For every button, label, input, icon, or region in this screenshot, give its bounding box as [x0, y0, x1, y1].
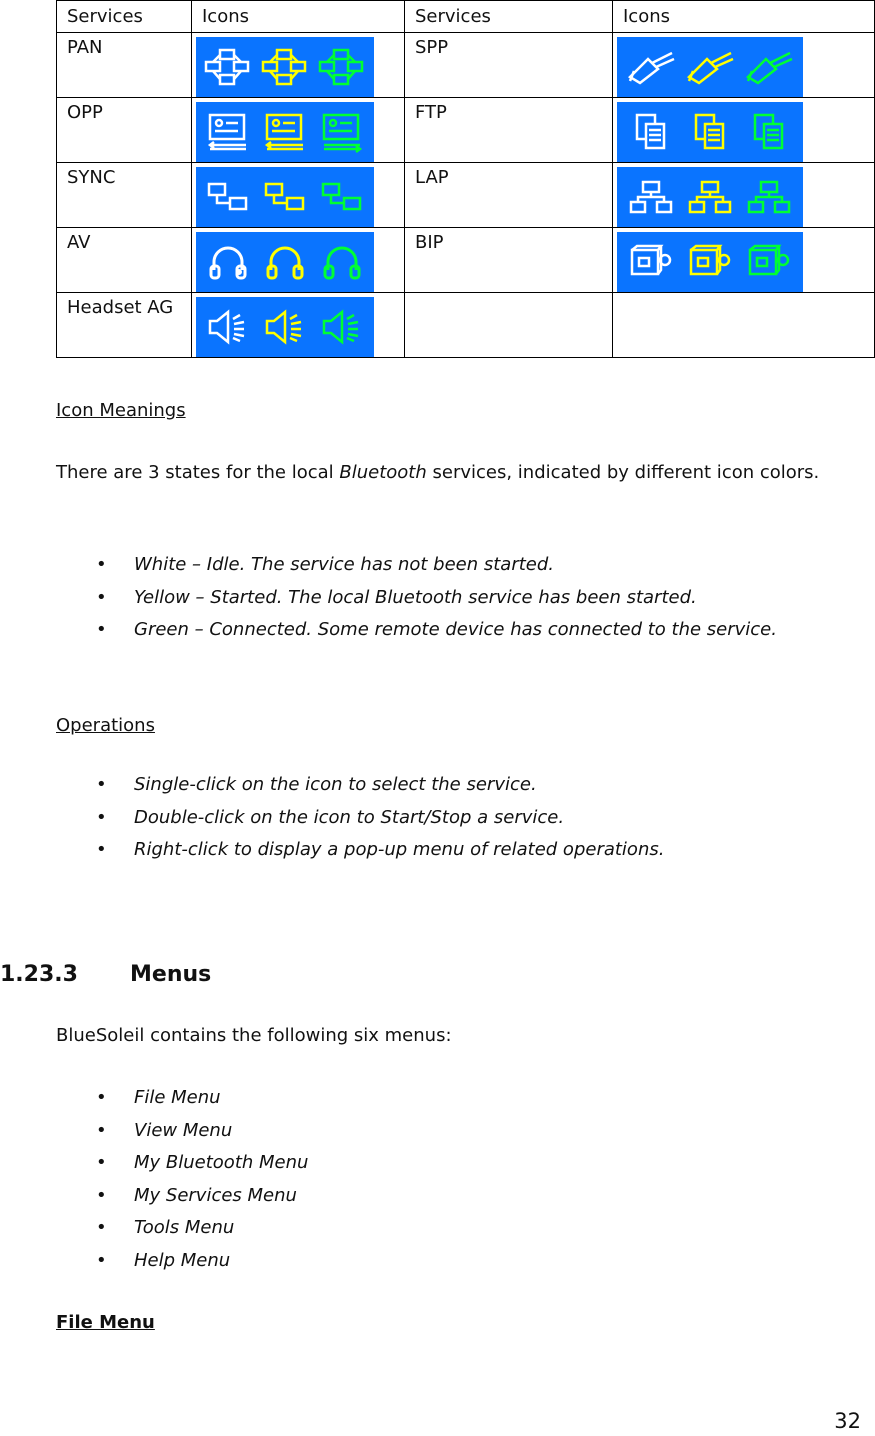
table-header-row [57, 1, 875, 33]
service-name: FTP [405, 98, 613, 163]
ftp-files-icon [617, 102, 803, 162]
header-services: Services [57, 1, 192, 33]
menus-intro: BlueSoleil contains the following six menus: [56, 1025, 452, 1046]
list-item: • Yellow – Started. The local Bluetooth service has been started. [134, 582, 834, 615]
menus-list [96, 1082, 834, 1277]
empty-cell [405, 293, 613, 358]
table-row [57, 163, 875, 228]
lap-network-icon [617, 167, 803, 227]
list-item: • Tools Menu [134, 1212, 834, 1245]
file-menu-heading: File Menu [56, 1312, 155, 1333]
empty-cell [613, 293, 875, 358]
table-row [57, 293, 875, 358]
list-item: • View Menu [134, 1115, 834, 1148]
service-name: LAP [405, 163, 613, 228]
section-number: 1.23.3 [0, 962, 78, 987]
page-number: 32 [834, 1409, 861, 1433]
list-item: • My Services Menu [134, 1180, 834, 1213]
icon-meanings-intro: There are 3 states for the local Bluetooth services, indicated by different icon colors. [56, 462, 820, 483]
list-item: • White – Idle. The service has not been started. [134, 549, 834, 582]
list-item: • My Bluetooth Menu [134, 1147, 834, 1180]
bluetooth-emphasis: Bluetooth [339, 462, 427, 483]
list-item: • Right-click to display a pop-up menu of related operations. [134, 834, 834, 867]
bip-camera-icon [617, 232, 803, 292]
icon-meanings-heading: Icon Meanings [56, 400, 186, 421]
service-name: SYNC [57, 163, 192, 228]
sync-icon [196, 167, 374, 227]
spp-cable-icon [617, 37, 803, 97]
table-row [57, 33, 875, 98]
list-item: • Green – Connected. Some remote device has connected to the service. [134, 614, 814, 647]
table-row [57, 228, 875, 293]
service-name: OPP [57, 98, 192, 163]
section-heading [0, 958, 211, 991]
section-title: Menus [130, 962, 212, 987]
opp-card-icon [196, 102, 374, 162]
states-list [96, 549, 834, 647]
list-item: • Single-click on the icon to select the service. [134, 769, 834, 802]
header-services: Services [405, 1, 613, 33]
list-item: • Double-click on the icon to Start/Stop a service. [134, 802, 834, 835]
pan-network-icon [196, 37, 374, 97]
list-item: • File Menu [134, 1082, 834, 1115]
service-name: AV [57, 228, 192, 293]
list-item: • Help Menu [134, 1245, 834, 1278]
header-icons: Icons [192, 1, 405, 33]
service-name: BIP [405, 228, 613, 293]
service-name: Headset AG [57, 293, 192, 358]
table-row [57, 98, 875, 163]
operations-heading: Operations [56, 715, 155, 736]
header-icons: Icons [613, 1, 875, 33]
service-name: SPP [405, 33, 613, 98]
operations-list [96, 769, 834, 867]
services-icons-table [56, 0, 875, 358]
service-name: PAN [57, 33, 192, 98]
headset-ag-speaker-icon [196, 297, 374, 357]
av-headphones-icon [196, 232, 374, 292]
